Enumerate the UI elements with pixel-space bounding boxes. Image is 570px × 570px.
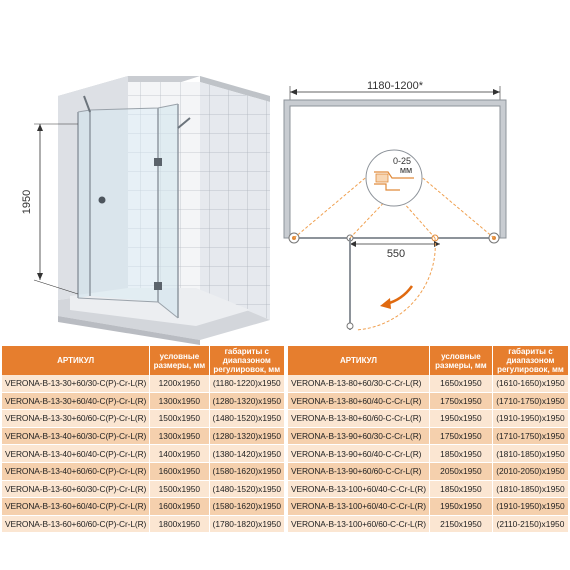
article-cell: VERONA-B-13-100+60/40-C-Cr-L(R) [288, 498, 429, 516]
nominal-size-cell: 1400x1950 [150, 445, 209, 463]
article-cell: VERONA-B-13-40+60/40-C(P)-Cr-L(R) [2, 445, 150, 463]
range-size-cell: (1580-1620)x1950 [209, 498, 284, 516]
article-header: АРТИКУЛ [288, 346, 429, 375]
width-label: 1180-1200* [366, 80, 424, 92]
angle-unit: мм [399, 165, 413, 175]
models-table-left [2, 346, 284, 533]
nominal-size-cell: 1850x1950 [429, 445, 492, 463]
article-cell: VERONA-B-13-30+60/60-C(P)-Cr-L(R) [2, 410, 150, 428]
range-size-cell: (1810-1850)x1950 [492, 480, 568, 498]
nominal-size-cell: 1200x1950 [150, 375, 209, 392]
range-header: габариты с диапазоном регулировок, мм [492, 346, 568, 375]
nominal-size-cell: 1650x1950 [429, 375, 492, 392]
article-cell: VERONA-B-13-90+60/30-C-Cr-L(R) [288, 427, 429, 445]
table-row [2, 410, 284, 428]
swing-direction-arrow-icon [380, 286, 412, 309]
nominal-size-cell: 1850x1950 [429, 480, 492, 498]
range-size-cell: (2010-2050)x1950 [492, 462, 568, 480]
article-header: АРТИКУЛ [2, 346, 150, 375]
table-row [288, 392, 568, 410]
range-size-cell: (1480-1520)x1950 [209, 480, 284, 498]
glass-panels [78, 104, 178, 318]
range-size-cell: (1180-1220)x1950 [209, 375, 284, 392]
nominal-size-cell: 1800x1950 [150, 515, 209, 533]
range-header: габариты с диапазоном регулировок, мм [209, 346, 284, 375]
nominal-size-cell: 2050x1950 [429, 462, 492, 480]
range-size-cell: (1580-1620)x1950 [209, 462, 284, 480]
article-cell: VERONA-B-13-30+60/30-C(P)-Cr-L(R) [2, 375, 150, 392]
door-width-dimension [350, 241, 440, 247]
article-cell: VERONA-B-13-60+60/60-C(P)-Cr-L(R) [2, 515, 150, 533]
range-size-cell: (1710-1750)x1950 [492, 392, 568, 410]
shower-perspective-drawing [0, 0, 270, 345]
range-size-cell: (1480-1520)x1950 [209, 410, 284, 428]
nominal-size-cell: 1300x1950 [150, 427, 209, 445]
article-cell: VERONA-B-13-80+60/40-C-Cr-L(R) [288, 392, 429, 410]
nominal-size-cell: 1750x1950 [429, 392, 492, 410]
door-knob-icon [99, 197, 106, 204]
table-row [2, 375, 284, 392]
article-cell: VERONA-B-13-80+60/30-C-Cr-L(R) [288, 375, 429, 392]
range-size-cell: (1780-1820)x1950 [209, 515, 284, 533]
range-size-cell: (1380-1420)x1950 [209, 445, 284, 463]
table-row [288, 427, 568, 445]
range-size-cell: (1280-1320)x1950 [209, 427, 284, 445]
article-cell: VERONA-B-13-100+60/60-C-Cr-L(R) [288, 515, 429, 533]
article-cell: VERONA-B-13-30+60/40-C(P)-Cr-L(R) [2, 392, 150, 410]
nominal-size-cell: 2150x1950 [429, 515, 492, 533]
table-row [2, 392, 284, 410]
angle-label: 0-25 [392, 156, 412, 166]
models-table-right [288, 346, 568, 533]
range-size-cell: (1710-1750)x1950 [492, 427, 568, 445]
nominal-size-cell: 1500x1950 [150, 480, 209, 498]
table-row [288, 498, 568, 516]
table-row [2, 445, 284, 463]
open-door [347, 238, 353, 330]
article-cell: VERONA-B-13-60+60/40-C(P)-Cr-L(R) [2, 498, 150, 516]
nominal-size-cell: 1300x1950 [150, 392, 209, 410]
table-row [2, 480, 284, 498]
nominal-header: условные размеры, мм [150, 346, 209, 375]
range-size-cell: (1280-1320)x1950 [209, 392, 284, 410]
range-size-cell: (1910-1950)x1950 [492, 498, 568, 516]
height-label: 1950 [21, 189, 33, 215]
plan-view-drawing [270, 60, 570, 345]
range-size-cell: (1610-1650)x1950 [492, 375, 568, 392]
range-size-cell: (1810-1850)x1950 [492, 445, 568, 463]
table-row [288, 462, 568, 480]
table-row [288, 445, 568, 463]
table-row [288, 480, 568, 498]
table-header-row [2, 346, 284, 375]
nominal-header: условные размеры, мм [429, 346, 492, 375]
article-cell: VERONA-B-13-80+60/60-C-Cr-L(R) [288, 410, 429, 428]
range-size-cell: (1910-1950)x1950 [492, 410, 568, 428]
range-size-cell: (2110-2150)x1950 [492, 515, 568, 533]
nominal-size-cell: 1950x1950 [429, 498, 492, 516]
nominal-size-cell: 1950x1950 [429, 410, 492, 428]
article-cell: VERONA-B-13-40+60/30-C(P)-Cr-L(R) [2, 427, 150, 445]
nominal-size-cell: 1500x1950 [150, 410, 209, 428]
table-row [2, 462, 284, 480]
table-row [2, 515, 284, 533]
table-row [288, 515, 568, 533]
table-row [288, 375, 568, 392]
nominal-size-cell: 1750x1950 [429, 427, 492, 445]
nominal-size-cell: 1600x1950 [150, 462, 209, 480]
article-cell: VERONA-B-13-40+60/60-C(P)-Cr-L(R) [2, 462, 150, 480]
article-cell: VERONA-B-13-100+60/40-C-Cr-L(R) [288, 480, 429, 498]
door-width-label: 550 [386, 248, 406, 260]
table-row [288, 410, 568, 428]
table-row [2, 427, 284, 445]
article-cell: VERONA-B-13-90+60/40-C-Cr-L(R) [288, 445, 429, 463]
article-cell: VERONA-B-13-60+60/30-C(P)-Cr-L(R) [2, 480, 150, 498]
table-header-row [288, 346, 568, 375]
nominal-size-cell: 1600x1950 [150, 498, 209, 516]
table-row [2, 498, 284, 516]
article-cell: VERONA-B-13-90+60/60-C-Cr-L(R) [288, 462, 429, 480]
